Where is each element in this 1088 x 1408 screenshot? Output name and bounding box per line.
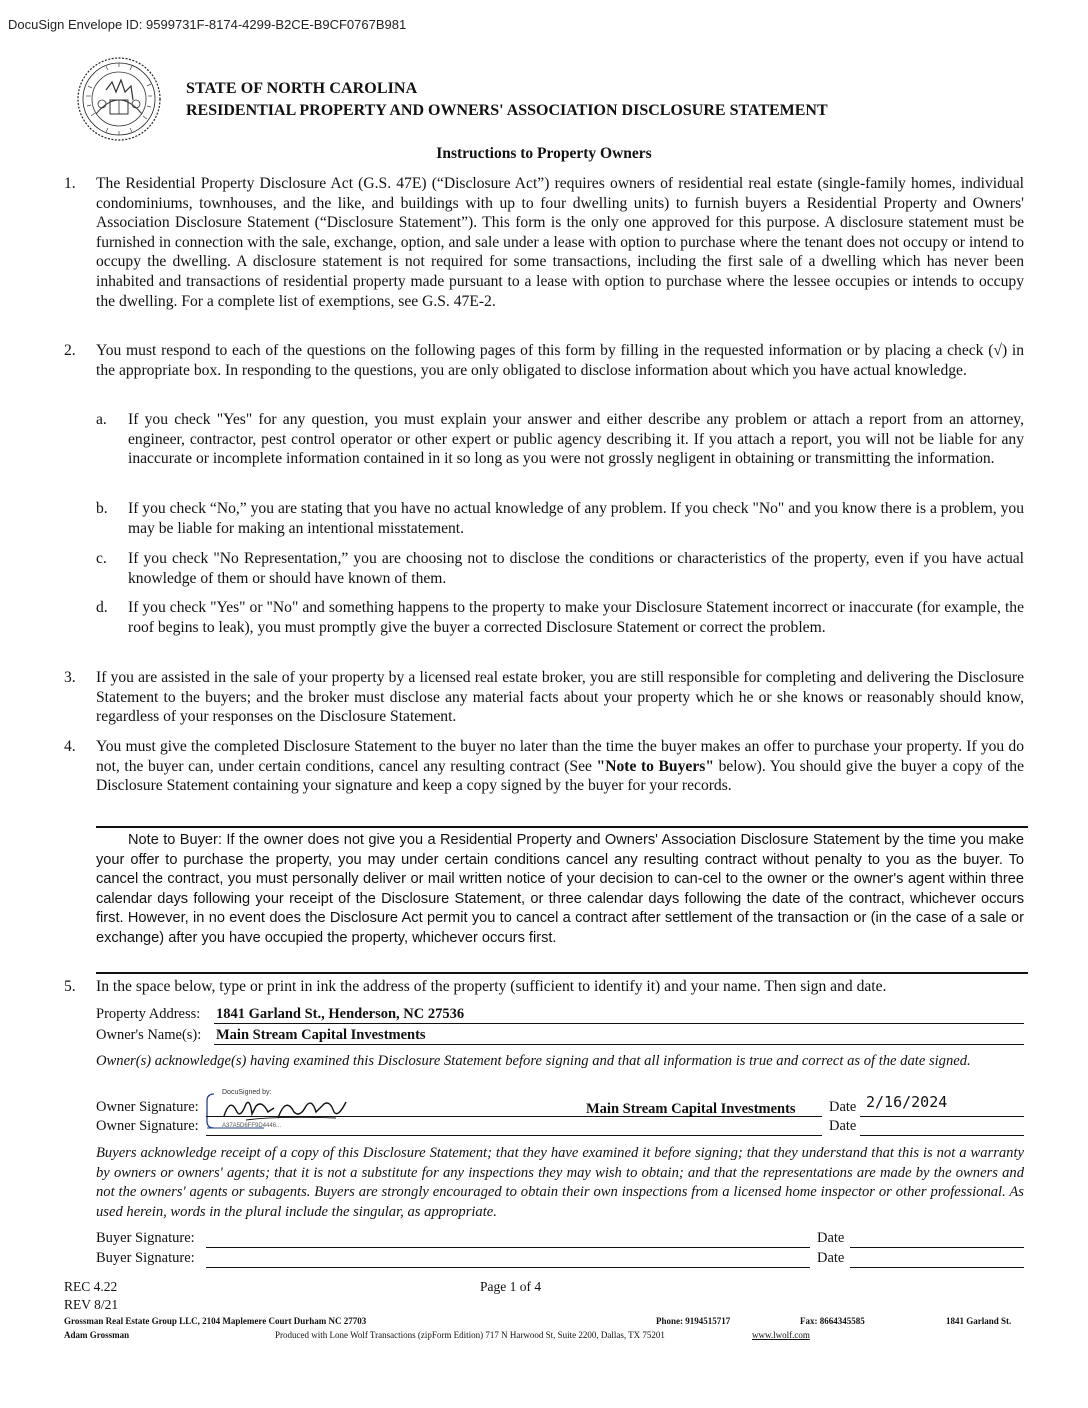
item-1-text: The Residential Property Disclosure Act (G.S. 47E) (“Disclosure Act”) requires owners of residential real estate (single-family homes, individual condominiums, townhouses, and the like, and buildings with up to four dwelling units) to furnish buyers a Residential Property and Owners' Association Disclosure Statement (“Disclosure Statement”). This form is the only one approved for this purpose. A disclosure statement must be furnished in connection with the sale, exchange, option, and sale under a lease with option to purchase where the tenant does not occupy or intend to occupy the dwelling. A disclosure statement is not required for some transactions, including the first sale of a dwelling which has never been inhabited and transactions of residential property made pursuant to a lease with option to purchase where the lessee occupies or intends to occupy the dwelling. For a complete list of exemptions, see G.S. 47E-2. xyxy=(96,175,1024,310)
item-number-5: 5. xyxy=(64,978,76,995)
subitem-b-text: If you check “No,” you are stating that you have no actual knowledge of any problem. If you check "No" and you know there is a problem, you may be liable for making an intentional misstatement. xyxy=(128,500,1024,537)
subitem-label-a: a. xyxy=(96,411,107,428)
item-number-2: 2. xyxy=(64,342,76,359)
item-4-text: You must give the completed Disclosure Statement to the buyer no later than the time the buyer makes an offer to purchase your property. If you do not, the buyer can, under certain conditions, cancel any resulting contract (See "Note to Buyers" below). You should give the buyer a copy of the Disclosure Statement containing your signature and keep a copy signed by the buyer for your records. xyxy=(96,738,1024,795)
state-heading: STATE OF NORTH CAROLINA xyxy=(186,80,418,97)
owners-name-label: Owner's Name(s): xyxy=(96,1027,202,1043)
item-number-1: 1. xyxy=(64,175,76,192)
instructions-heading: Instructions to Property Owners xyxy=(436,145,652,162)
buyer-signature-line-2[interactable] xyxy=(206,1267,810,1268)
footer-url-link[interactable]: www.lwolf.com xyxy=(752,1330,810,1340)
buyer-acknowledgement: Buyers acknowledge receipt of a copy of this Disclosure Statement; that they have examined it before signing; that they understand that this is not a warranty by owners or owners' agents; that it is not a substitute for any inspections they may wish to obtain; and that the representations are made by the owners and not the owners' agents or subagents. Buyers are strongly encouraged to obtain their own inspections from a licensed home inspector or other professional. As used herein, words in the plural include the singular, as appropriate. xyxy=(96,1145,1024,1220)
owners-name-value[interactable]: Main Stream Capital Investments xyxy=(216,1027,426,1043)
owner-date-line xyxy=(860,1116,1024,1117)
buyer-signature-label-2: Buyer Signature: xyxy=(96,1250,195,1266)
owner-handwritten-signature[interactable] xyxy=(216,1096,356,1124)
subitem-label-b: b. xyxy=(96,500,108,517)
footer-produced-with: Produced with Lone Wolf Transactions (zipForm Edition) 717 N Harwood St, Suite 2200, Dallas, TX 75201 xyxy=(275,1330,665,1340)
subitem-label-c: c. xyxy=(96,550,107,567)
form-code: REC 4.22 xyxy=(64,1279,118,1294)
buyer-date-label-2: Date xyxy=(817,1250,845,1266)
item-number-3: 3. xyxy=(64,669,76,686)
owner-date-label-2: Date xyxy=(829,1118,857,1134)
buyer-signature-line[interactable] xyxy=(206,1247,810,1248)
item-2-text: You must respond to each of the questions on the following pages of this form by filling in the requested information or by placing a check (√) in the appropriate box. In responding to the questions, you are only obligated to disclose information about which you have actual knowledge. xyxy=(96,342,1024,379)
owner-signature-name: Main Stream Capital Investments xyxy=(586,1101,796,1117)
property-address-line xyxy=(214,1023,1024,1024)
subitem-label-d: d. xyxy=(96,599,108,616)
footer-agent: Adam Grossman xyxy=(64,1330,130,1340)
item-number-4: 4. xyxy=(64,738,76,755)
form-revision: REV 8/21 xyxy=(64,1297,119,1312)
footer-property: 1841 Garland St. xyxy=(946,1316,1012,1326)
footer-company: Grossman Real Estate Group LLC, 2104 Maplemere Court Durham NC 27703 xyxy=(64,1316,367,1326)
buyer-date-line[interactable] xyxy=(850,1247,1024,1248)
docusign-id-small: A37A5D6FF9D4446... xyxy=(222,1123,282,1129)
owners-name-line xyxy=(214,1044,1024,1045)
docusigned-by-label: DocuSigned by: xyxy=(222,1089,272,1096)
buyer-date-label: Date xyxy=(817,1230,845,1246)
docusign-envelope-id: DocuSign Envelope ID: 9599731F-8174-4299-B2CE-B9CF0767B981 xyxy=(8,17,407,32)
page-number: Page 1 of 4 xyxy=(480,1279,542,1294)
subitem-a-text: If you check "Yes" for any question, you must explain your answer and either describe any problem or attach a report from an attorney, engineer, contractor, pest control operator or other expert or public agency describing it. If you attach a report, you will not be liable for any inaccurate or incomplete information contained in it so long as you were not grossly negligent in obtaining or transmitting the information. xyxy=(128,411,1024,468)
property-address-label: Property Address: xyxy=(96,1006,201,1022)
owner-signature-label-2: Owner Signature: xyxy=(96,1118,199,1134)
owner-signature-label: Owner Signature: xyxy=(96,1099,199,1115)
buyer-date-line-2[interactable] xyxy=(850,1267,1024,1268)
note-to-buyer: Note to Buyer: If the owner does not give you a Residential Property and Owners' Association Disclosure Statement by the time you make your offer to purchase the property, you may under certain conditions cancel any resulting contract without penalty to you as the buyer. To cancel the contract, you must personally deliver or mail written notice of your decision to can-cel to the owner or the owner's agent within three calendar days following your receipt of the Disclosure Statement, or three calendar days following the date of the contract, whichever occurs first. However, in no event does the Disclosure Act permit you to cancel a contract after settlement of the transaction or (in the case of a sale or exchange) after you have occupied the property, whichever occurs first. xyxy=(96,832,1024,946)
subitem-c-text: If you check "No Representation,” you are choosing not to disclose the conditions or characteristics of the property, even if you have actual knowledge of them or should have known of them. xyxy=(128,550,1024,587)
subitem-d-text: If you check "Yes" or "No" and something happens to the property to make your Disclosure Statement incorrect or inaccurate (for example, the roof begins to leak), you must promptly give the buyer a corrected Disclosure Statement or correct the problem. xyxy=(128,599,1024,636)
owner-date-line-2 xyxy=(860,1135,1024,1136)
footer-fax: Fax: 8664345585 xyxy=(800,1316,865,1326)
note-bottom-rule xyxy=(96,972,1028,974)
buyer-signature-label: Buyer Signature: xyxy=(96,1230,195,1246)
note-to-buyers-ref: "Note to Buyers" xyxy=(596,757,714,775)
owner-date-value[interactable]: 2/16/2024 xyxy=(866,1093,948,1111)
owner-acknowledgement: Owner(s) acknowledge(s) having examined this Disclosure Statement before signing and that all information is true and correct as of the date signed. xyxy=(96,1053,971,1069)
item-3-text: If you are assisted in the sale of your property by a licensed real estate broker, you are still responsible for completing and delivering the Disclosure Statement to the buyers; and the broker must disclose any material facts about your property which he or she knows or reasonably should know, regardless of your responses on the Disclosure Statement. xyxy=(96,669,1024,726)
note-top-rule xyxy=(96,826,1028,828)
form-title: RESIDENTIAL PROPERTY AND OWNERS' ASSOCIATION DISCLOSURE STATEMENT xyxy=(186,102,828,119)
owner-date-label: Date xyxy=(829,1099,857,1115)
item-5-text: In the space below, type or print in ink the address of the property (sufficient to identify it) and your name. Then sign and date. xyxy=(96,978,887,995)
property-address-value[interactable]: 1841 Garland St., Henderson, NC 27536 xyxy=(216,1006,465,1022)
owner-signature-line-2 xyxy=(206,1135,822,1136)
nc-seal-logo xyxy=(76,56,162,142)
footer-phone: Phone: 9194515717 xyxy=(656,1316,731,1326)
